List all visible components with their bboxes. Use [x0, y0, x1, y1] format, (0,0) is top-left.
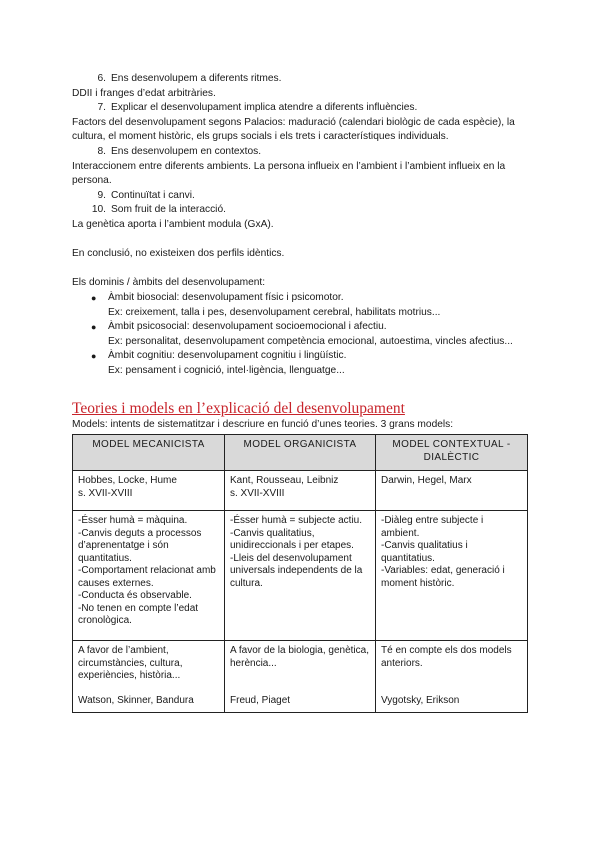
table-cell: -Diàleg entre subjecte i ambient. -Canvis qualitatius i quantitatius. -Variables: edat, generació i moment històric.: [376, 511, 528, 641]
bullet-icon: ●: [91, 292, 97, 303]
table-row: [73, 641, 528, 713]
list-item: 7. Explicar el desenvolupament implica atendre a diferents influències.: [97, 102, 418, 114]
paragraph: Interaccionem entre diferents ambients. La persona influeix en l’ambient i l’ambient influeix en la persona.: [72, 160, 506, 187]
paragraph: Factors del desenvolupament segons Palacios: maduració (calendari biològic de cada espècie), la cultura, el moment històric, els grups socials i els trets i característiques individuals.: [72, 116, 515, 143]
table-cell: A favor de la biologia, genètica, herència... Freud, Piaget: [225, 641, 376, 713]
table-cell: A favor de l’ambient, circumstàncies, cultura, experiències, història... Watson, Skinner, Bandura: [73, 641, 225, 713]
table-cell: Darwin, Hegel, Marx: [376, 471, 528, 511]
list-item: ● Àmbit psicosocial: desenvolupament socioemocional i afectiu. Ex: personalitat, desenvolupament competència emocional, autoestima, vincles afectius...: [91, 321, 513, 347]
list-item: 9. Continuïtat i canvi.: [97, 189, 195, 201]
list-item: ● Àmbit cognitiu: desenvolupament cognitiu i lingüístic. Ex: pensament i cognició, intel·ligència, llenguatge...: [91, 350, 347, 376]
table-header-row: [73, 435, 528, 471]
table-cell: Hobbes, Locke, Hume s. XVII-XVIII: [73, 471, 225, 511]
domains-intro: Els dominis / àmbits del desenvolupament:: [72, 277, 266, 289]
bullet-icon: ●: [91, 351, 97, 362]
list-item: 8. Ens desenvolupem en contextos.: [97, 145, 262, 157]
table-cell: -Ésser humà = subjecte actiu. -Canvis qualitatius, unidireccionals i per etapes. -Lleis del desenvolupament universals independents de la cultura.: [225, 511, 376, 641]
table-row: [73, 511, 528, 641]
paragraph: La genètica aporta i l’ambient modula (GxA).: [72, 218, 274, 230]
table-row: [73, 471, 528, 511]
models-intro: Models: intents de sistematitzar i descriure en funció d’unes teories. 3 grans models:: [72, 419, 454, 431]
paragraph: DDII i franges d’edat arbitràries.: [72, 87, 216, 99]
bullet-icon: ●: [91, 322, 97, 333]
domains-list: [72, 291, 530, 379]
list-item: 10. Som fruit de la interacció.: [91, 204, 226, 216]
document-page: [72, 72, 530, 713]
list-item: ● Àmbit biosocial: desenvolupament físic i psicomotor. Ex: creixement, talla i pes, desenvolupament cerebral, habilitats motrius...: [91, 291, 441, 318]
header-contextual: MODEL CONTEXTUAL - DIALÈCTIC: [376, 435, 528, 471]
section-heading: Teories i models en l’explicació del desenvolupament: [72, 400, 405, 418]
header-organicista: MODEL ORGANICISTA: [225, 435, 376, 471]
list-item: 6. Ens desenvolupem a diferents ritmes.: [97, 73, 282, 84]
models-table: [72, 434, 528, 713]
table-cell: Té en compte els dos models anteriors. Vygotsky, Erikson: [376, 641, 528, 713]
table-cell: -Ésser humà = màquina. -Canvis deguts a processos d’aprenentatge i són quantitatius. -Comportament relacionat amb causes externes. -Conducta és observable. -No tenen en compte l’edat cronològica.: [73, 511, 225, 641]
header-mecanicista: MODEL MECANICISTA: [73, 435, 225, 471]
table-cell: Kant, Rousseau, Leibniz s. XVII-XVIII: [225, 471, 376, 511]
conclusion: En conclusió, no existeixen dos perfils idèntics.: [72, 248, 285, 260]
